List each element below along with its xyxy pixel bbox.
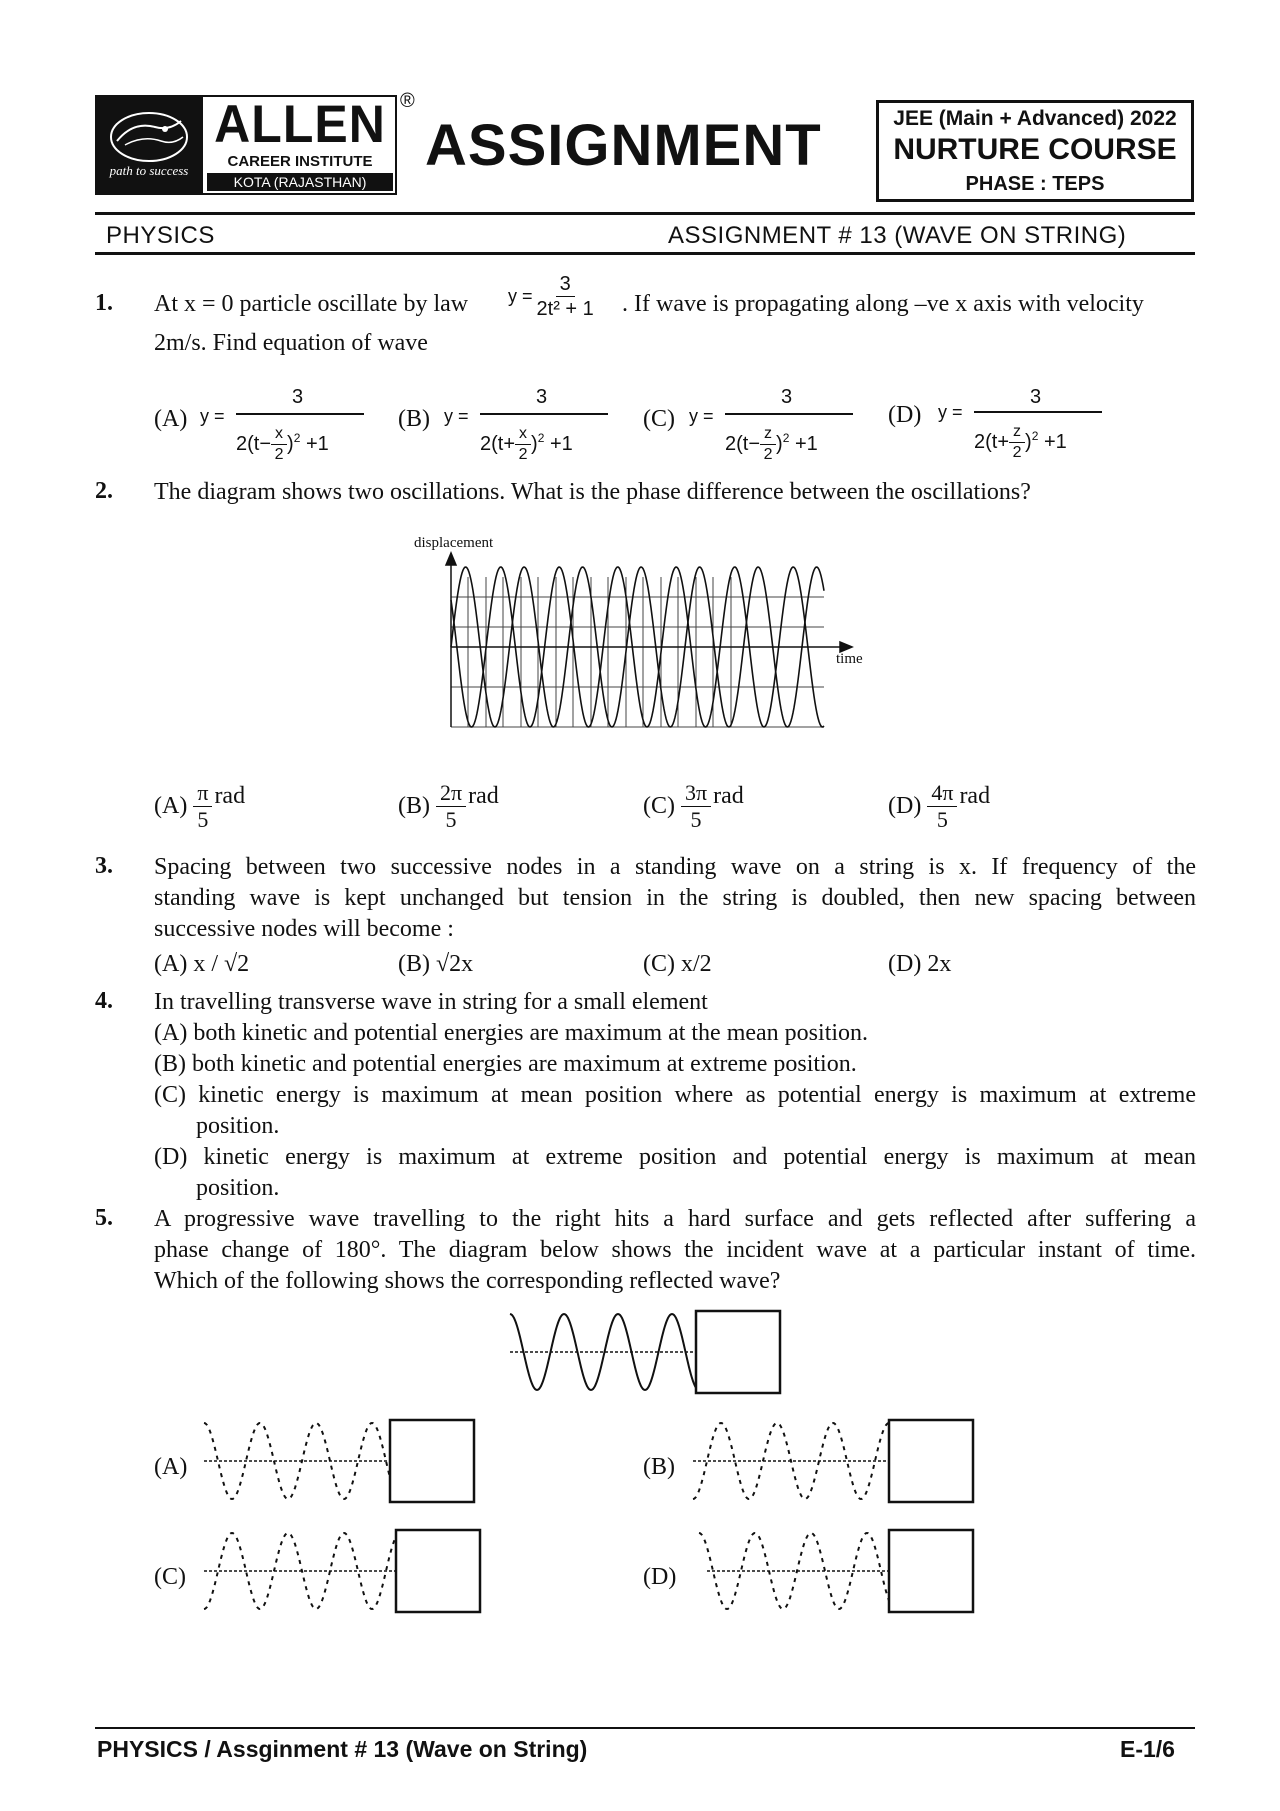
course-box xyxy=(876,100,1194,202)
q2-option-unit: rad xyxy=(959,783,991,809)
graph-y-label: displacement xyxy=(414,535,494,551)
q1-option-sign: − xyxy=(259,432,272,455)
q3-number: 3. xyxy=(95,853,113,879)
course-line2: NURTURE COURSE xyxy=(893,133,1177,166)
q3-option-label: (D) xyxy=(888,951,922,977)
bird-emblem-icon xyxy=(103,107,195,167)
q2-option-a[interactable] xyxy=(154,782,245,831)
q1-option-var: x xyxy=(271,426,287,445)
oscillation-graph xyxy=(404,535,884,735)
q4-text: In travelling transverse wave in string for a small element xyxy=(154,989,708,1015)
q1-law-fraction xyxy=(508,274,594,319)
q1-option-b[interactable]: (B) y = 3 2(t+ $\frac{x}{2}$ )$^2$ +1 xyxy=(398,386,618,476)
q2-option-den: 5 xyxy=(445,807,457,832)
q2-option-label: (D) xyxy=(888,793,922,819)
q2-option-d[interactable] xyxy=(888,782,990,831)
registered-mark: ® xyxy=(400,90,415,112)
q5-line2: phase change of 180°. The diagram below shows the incident wave at a particular instant of time. xyxy=(154,1237,1196,1263)
q1-y-eq: y = xyxy=(508,286,533,306)
q4-option-a[interactable]: (A) both kinetic and potential energies are maximum at the mean position. xyxy=(154,1020,869,1046)
q1-option-sign: − xyxy=(748,432,761,455)
q5-line1: A progressive wave travelling to the right hits a hard surface and gets reflected after suffering a xyxy=(154,1206,1196,1232)
q2-option-unit: rad xyxy=(468,783,499,809)
header-rule-top xyxy=(95,212,1195,215)
q4-option-c[interactable]: (C) kinetic energy is maximum at mean position where as potential energy is maximum at extreme xyxy=(154,1082,1196,1108)
q1-option-c[interactable]: (C) y = 3 2(t− $\frac{z}{2}$ )$^2$ +1 xyxy=(643,386,863,476)
q4-option-c-cont: position. xyxy=(196,1113,280,1139)
q1-option-sign: + xyxy=(997,430,1010,453)
allen-logo xyxy=(95,95,397,195)
q2-option-b[interactable] xyxy=(398,782,499,831)
q2-number: 2. xyxy=(95,478,113,504)
q2-option-label: (C) xyxy=(643,793,675,819)
footer-page-number: E-1/6 xyxy=(1120,1736,1175,1762)
q3-option-text: √2x xyxy=(436,951,474,977)
q5-number: 5. xyxy=(95,1205,113,1231)
q5-option-c[interactable] xyxy=(154,1524,494,1619)
q3-line1: Spacing between two successive nodes in a standing wave on a string is x. If frequency of the xyxy=(154,854,1196,880)
q1-option-d[interactable]: (D) y = 3 2(t+ $\frac{z}{2}$ )$^2$ +1 xyxy=(888,386,1108,476)
q1-den: 2t² + 1 xyxy=(536,298,594,320)
q4-number: 4. xyxy=(95,988,113,1014)
q3-option-c[interactable] xyxy=(643,951,712,978)
q1-option-var: z xyxy=(1009,424,1025,443)
q5-option-label: (C) xyxy=(154,1564,186,1590)
q3-option-text: x / √2 xyxy=(193,951,250,977)
q5-option-a[interactable] xyxy=(154,1414,494,1509)
q2-option-den: 5 xyxy=(936,807,948,832)
header-rule-bottom xyxy=(95,252,1195,255)
q3-option-b[interactable] xyxy=(398,951,473,978)
q2-option-num: 2π xyxy=(436,782,466,807)
q5-option-label: (B) xyxy=(643,1454,675,1480)
logo-line2: KOTA (RAJASTHAN) xyxy=(207,173,393,191)
course-line3: PHASE : TEPS xyxy=(965,173,1105,195)
doc-title: ASSIGNMENT xyxy=(425,113,822,178)
q2-option-unit: rad xyxy=(713,783,744,809)
q3-option-a[interactable] xyxy=(154,951,249,978)
q2-option-unit: rad xyxy=(214,783,246,809)
q2-option-den: 5 xyxy=(197,807,209,832)
q3-option-label: (C) xyxy=(643,951,675,977)
q2-option-label: (A) xyxy=(154,793,188,819)
q1-num: 3 xyxy=(556,274,575,297)
incident-wave-diagram xyxy=(506,1306,784,1398)
q1-option-var: z xyxy=(760,426,776,445)
subject-label: PHYSICS xyxy=(106,222,215,249)
graph-x-label: time xyxy=(836,651,863,667)
q2-option-label: (B) xyxy=(398,793,430,819)
q3-option-d[interactable] xyxy=(888,951,951,978)
q1-option-sign: + xyxy=(503,432,516,455)
q1-option-label: (C) xyxy=(643,406,675,432)
q5-option-b[interactable] xyxy=(643,1414,983,1509)
q3-line2: standing wave is kept unchanged but tension in the string is doubled, then new spacing between xyxy=(154,885,1196,911)
q1-option-a[interactable]: (A) y = 3 2(t− $\frac{x}{2}$ )$^2$ +1 xyxy=(154,386,374,476)
q5-option-label: (A) xyxy=(154,1454,188,1480)
q1-option-label: (B) xyxy=(398,406,430,432)
q5-option-label: (D) xyxy=(643,1564,677,1590)
q1-text-b: . If wave is propagating along –ve x axis with velocity xyxy=(622,291,1144,317)
q5-option-d[interactable] xyxy=(643,1524,983,1619)
q3-option-text: x/2 xyxy=(681,951,712,977)
footer-rule xyxy=(95,1727,1195,1729)
q1-text-a: At x = 0 particle oscillate by law xyxy=(154,291,469,317)
q2-option-num: 3π xyxy=(681,782,711,807)
q2-text: The diagram shows two oscillations. What is the phase difference between the oscillations? xyxy=(154,479,1031,505)
q3-option-label: (A) xyxy=(154,951,188,977)
q2-option-c[interactable] xyxy=(643,782,744,831)
logo-brand: ALLEN xyxy=(214,94,386,154)
logo-tagline: path to success xyxy=(109,163,189,178)
q1-number: 1. xyxy=(95,290,113,316)
q3-option-text: 2x xyxy=(927,951,952,977)
q4-option-b[interactable]: (B) both kinetic and potential energies are maximum at extreme position. xyxy=(154,1051,857,1077)
q1-option-var: x xyxy=(515,426,531,445)
logo-line1: CAREER INSTITUTE xyxy=(227,153,373,170)
q3-line3: successive nodes will become : xyxy=(154,916,454,942)
assignment-title: ASSIGNMENT # 13 (WAVE ON STRING) xyxy=(668,222,1127,249)
q2-option-num: 4π xyxy=(927,782,957,807)
q2-option-den: 5 xyxy=(690,807,702,832)
q5-line3: Which of the following shows the corresponding reflected wave? xyxy=(154,1268,781,1294)
q4-option-d[interactable]: (D) kinetic energy is maximum at extreme position and potential energy is maximum at mean xyxy=(154,1144,1196,1170)
q1-option-label: (A) xyxy=(154,406,188,432)
q3-option-label: (B) xyxy=(398,951,430,977)
q1-text-c: 2m/s. Find equation of wave xyxy=(154,330,428,356)
course-line1: JEE (Main + Advanced) 2022 xyxy=(893,107,1177,130)
q1-option-label: (D) xyxy=(888,402,922,428)
q2-option-num: π xyxy=(193,782,212,807)
q4-option-d-cont: position. xyxy=(196,1175,280,1201)
footer-left: PHYSICS / Assginment # 13 (Wave on String) xyxy=(97,1736,588,1762)
